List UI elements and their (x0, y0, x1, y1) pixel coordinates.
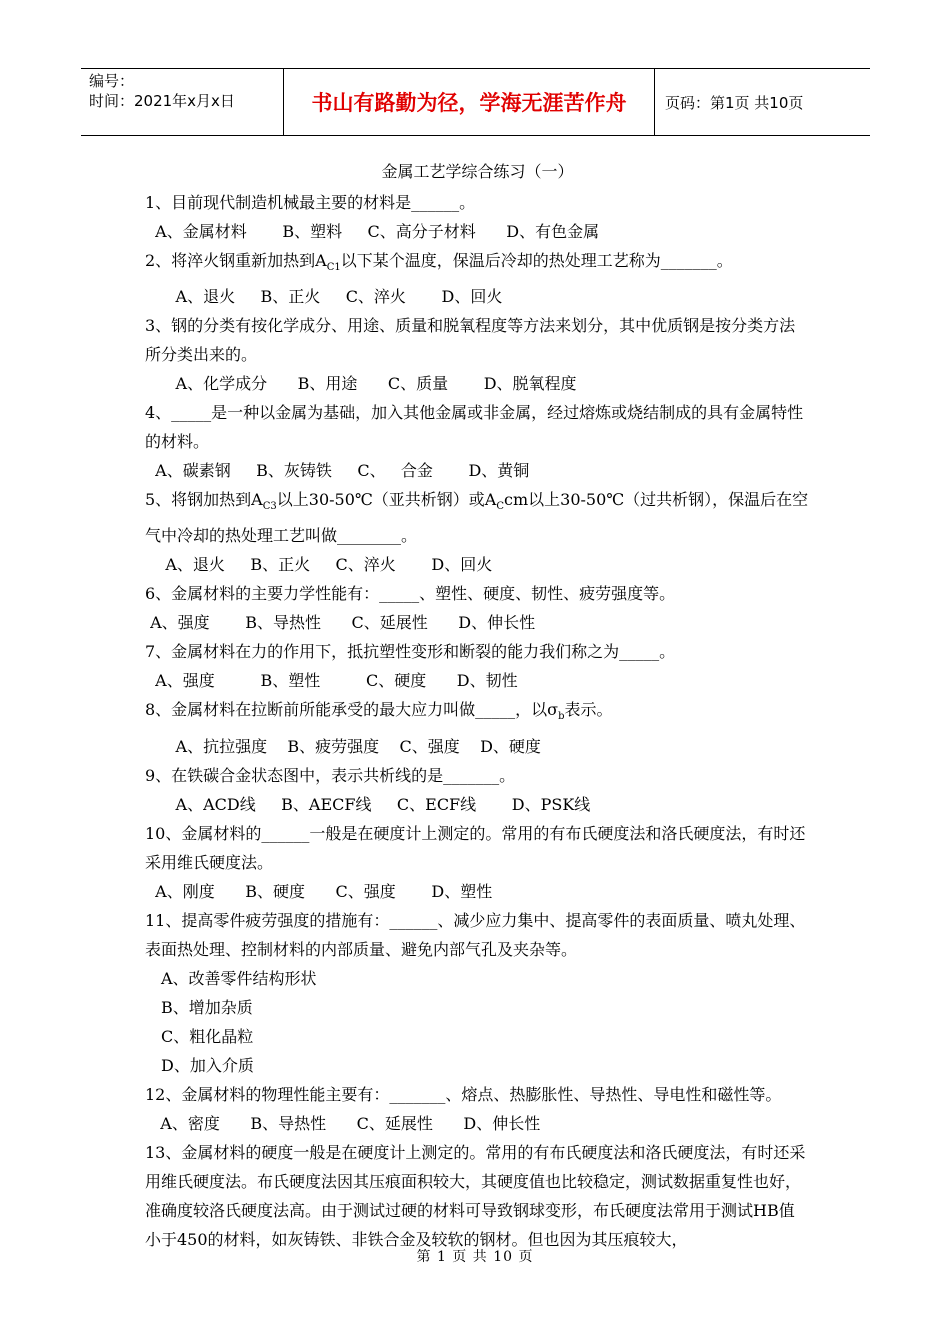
question-5: 5、将钢加热到$A_{C3}$以上30-50℃（亚共析钢）或$A_Ccm$以上30-50℃（过共析钢），保温后在空气中冷却的热处理工艺叫做________。 (145, 490, 809, 546)
page-header (81, 68, 870, 136)
question-8-options: A、抗拉强度 B、疲劳强度 C、强度 D、硬度 (145, 736, 541, 756)
document-body (145, 158, 810, 1254)
number-label: 编号： (89, 72, 135, 90)
question-11-option-d: D、加入介质 (161, 1055, 254, 1075)
question-2-options: A、退火 B、正火 C、淬火 D、回火 (145, 287, 503, 307)
question-7-options: A、强度 B、塑性 C、硬度 D、韧性 (145, 671, 518, 691)
question-4-options: A、碳素钢 B、灰铸铁 C、 合金 D、黄铜 (145, 461, 530, 481)
question-2: 2、将淬火钢重新加热到$A_{C1}$以下某个温度，保温后冷却的热处理工艺称为_______。 (145, 251, 733, 274)
question-13: 13、金属材料的硬度一般是在硬度计上测定的。常用的有布氏硬度法和洛氏硬度法，有时还采用维氏硬度法。布氏硬度法因其压痕面积较大，其硬度值也比较稳定，测试数据重复性也好，准确度较洛氏硬度法高。由于测试过硬的材料可导致钢球变形，布氏硬度法常用于测试HB值小于450的材料，如灰铸铁、非铁合金及较软的钢材。但也因为其压痕较大， (145, 1142, 806, 1249)
question-11-option-b: B、增加杂质 (161, 997, 253, 1017)
question-9-options: A、ACD线 B、AECF线 C、ECF线 D、PSK线 (145, 794, 591, 814)
question-7: 7、金属材料在力的作用下，抵抗塑性变形和断裂的能力我们称之为_____。 (145, 642, 676, 662)
header-motto: 书山有路勤为径，学海无涯苦作舟 (283, 69, 655, 135)
header-page-info: 页码：第1页 共10页 (665, 93, 804, 112)
date-label: 时间：2021年x月x日 (89, 92, 235, 110)
page-footer: 第 1 页 共 10 页 (416, 1249, 534, 1265)
question-6-options: A、强度 B、导热性 C、延展性 D、伸长性 (145, 613, 536, 633)
question-8: 8、金属材料在拉断前所能承受的最大应力叫做_____，以$\sigma_b$表示。 (145, 700, 613, 723)
question-6: 6、金属材料的主要力学性能有：_____、塑性、硬度、韧性、疲劳强度等。 (145, 584, 676, 604)
question-3: 3、钢的分类有按化学成分、用途、质量和脱氧程度等方法来划分，其中优质钢是按分类方法所分类出来的。 (145, 316, 796, 365)
question-11: 11、提高零件疲劳强度的措施有：______、减少应力集中、提高零件的表面质量、喷丸处理、表面热处理、控制材料的内部质量、避免内部气孔及夹杂等。 (145, 910, 806, 959)
question-10-options: A、刚度 B、硬度 C、强度 D、塑性 (145, 881, 493, 901)
question-4: 4、_____是一种以金属为基础，加入其他金属或非金属，经过熔炼或烧结制成的具有金属特性的材料。 (145, 403, 804, 452)
question-5-options: A、退火 B、正火 C、淬火 D、回火 (145, 555, 493, 575)
question-1: 1、目前现代制造机械最主要的材料是______。 (145, 193, 476, 212)
question-12-options: A、密度 B、导热性 C、延展性 D、伸长性 (145, 1113, 541, 1133)
document-title: 金属工艺学综合练习（一） (381, 162, 574, 181)
question-12: 12、金属材料的物理性能主要有：_______、熔点、热膨胀性、导热性、导电性和磁性等。 (145, 1084, 782, 1104)
question-9: 9、在铁碳合金状态图中，表示共析线的是_______。 (145, 765, 516, 785)
question-11-option-c: C、粗化晶粒 (161, 1026, 254, 1046)
question-10: 10、金属材料的______一般是在硬度计上测定的。常用的有布氏硬度法和洛氏硬度法，有时还采用维氏硬度法。 (145, 823, 806, 872)
question-11-option-a: A、改善零件结构形状 (161, 968, 317, 988)
question-3-options: A、化学成分 B、用途 C、质量 D、脱氧程度 (145, 374, 577, 394)
header-meta (81, 69, 283, 135)
question-1-options: A、金属材料 B、塑料 C、高分子材料 D、有色金属 (145, 222, 600, 241)
